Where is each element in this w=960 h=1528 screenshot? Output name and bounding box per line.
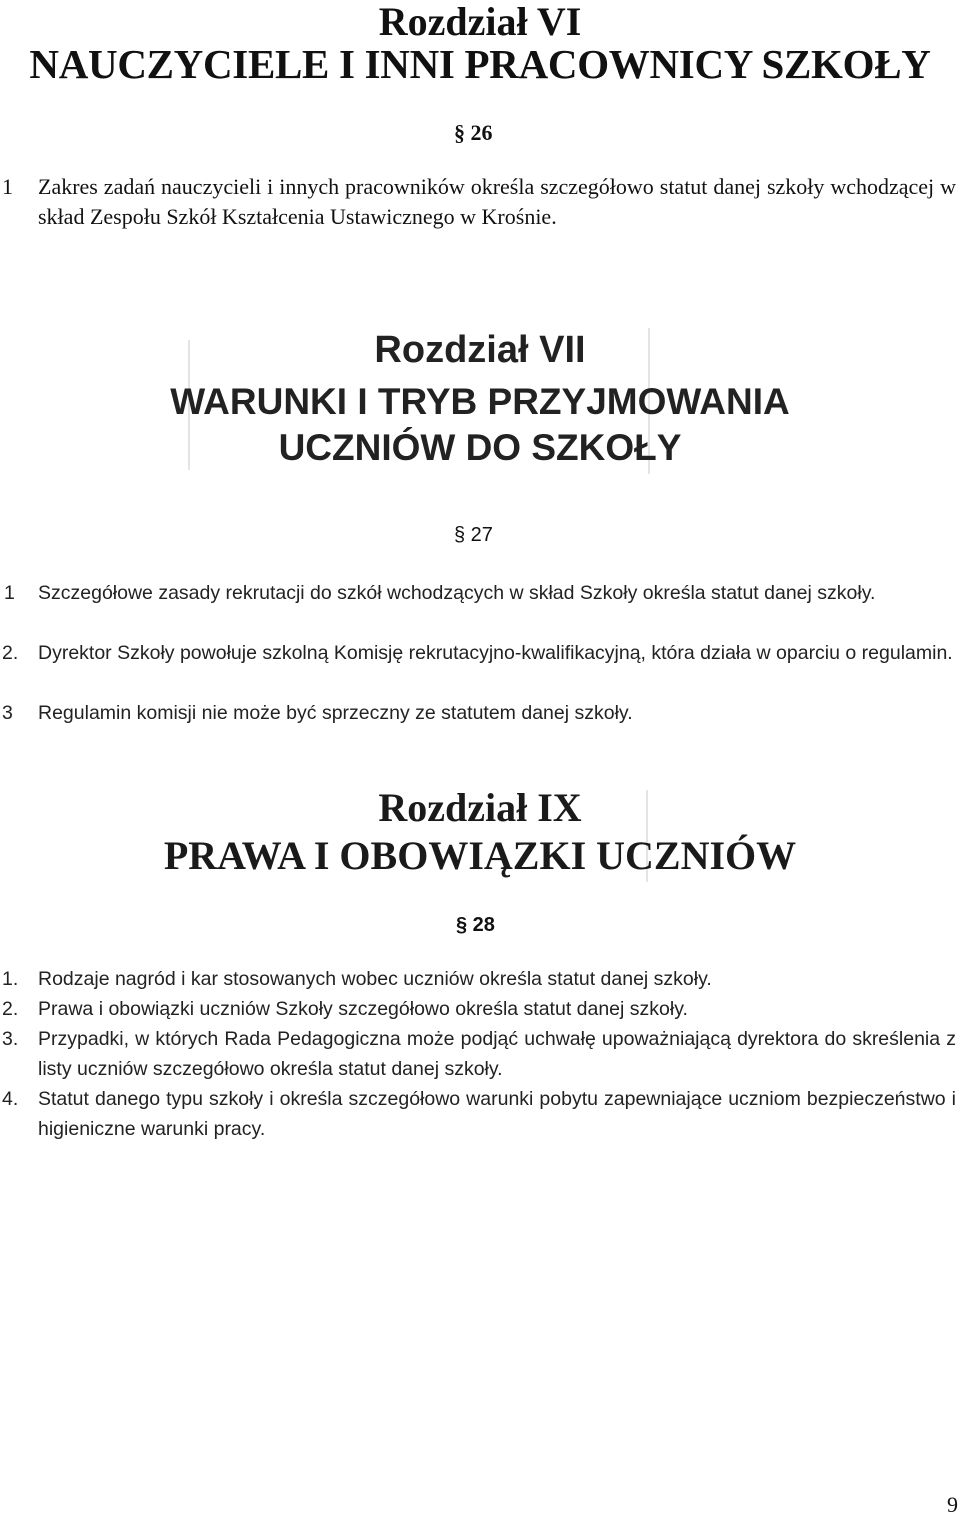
item-number: 1.	[2, 968, 19, 990]
chapter7-paragraph-mark: § 27	[454, 524, 493, 546]
chapter9-subtitle: PRAWA I OBOWIĄZKI UCZNIÓW	[163, 833, 797, 878]
chapter7-title: Rozdział VII	[374, 329, 586, 371]
chapter7-subtitle-line2: UCZNIÓW DO SZKOŁY	[278, 427, 682, 468]
item-number: 2.	[2, 642, 19, 664]
item-text: Regulamin komisji nie może być sprzeczny ze statutem danej szkoły.	[38, 702, 633, 724]
item-number: 3.	[2, 1028, 19, 1050]
chapter7-subtitle-line1: WARUNKI I TRYB PRZYJMOWANIA	[170, 381, 790, 422]
chapter9-title: Rozdział IX	[378, 785, 582, 830]
item-number: 1	[4, 582, 15, 604]
item-text: Statut danego typu szkoły i określa szczegółowo warunki pobytu zapewniające uczniom bezpieczeństwo i higieniczne warunki pracy.	[38, 1088, 956, 1140]
item-text: Zakres zadań nauczycieli i innych pracowników określa szczegółowo statut danej szkoły wchodzącej w skład Zespołu Szkół Kształcenia Ustawicznego w Krośnie.	[38, 174, 956, 229]
item-number: 2.	[2, 998, 19, 1020]
item-text: Przypadki, w których Rada Pedagogiczna może podjąć uchwałę upoważniającą dyrektora do skreślenia z listy uczniów szczegółowo określa statut danej szkoły.	[38, 1028, 956, 1080]
chapter6-paragraph-mark: § 26	[454, 120, 493, 145]
chapter6-subtitle: NAUCZYCIELE I INNI PRACOWNICY SZKOŁY	[29, 41, 931, 87]
item-number: 1	[2, 174, 13, 199]
item-text: Dyrektor Szkoły powołuje szkolną Komisję rekrutacyjno-kwalifikacyjną, która działa w oparciu o regulamin.	[38, 642, 953, 664]
item-text: Rodzaje nagród i kar stosowanych wobec uczniów określa statut danej szkoły.	[38, 968, 712, 990]
chapter6-title: Rozdział VI	[378, 0, 582, 44]
item-text: Szczegółowe zasady rekrutacji do szkół wchodzących w skład Szkoły określa statut danej szkoły.	[38, 582, 876, 604]
item-number: 4.	[2, 1088, 19, 1110]
chapter9-paragraph-mark: § 28	[456, 914, 495, 936]
item-text: Prawa i obowiązki uczniów Szkoły szczegółowo określa statut danej szkoły.	[38, 998, 688, 1020]
page-number: 9	[947, 1492, 958, 1517]
item-number: 3	[2, 702, 13, 724]
